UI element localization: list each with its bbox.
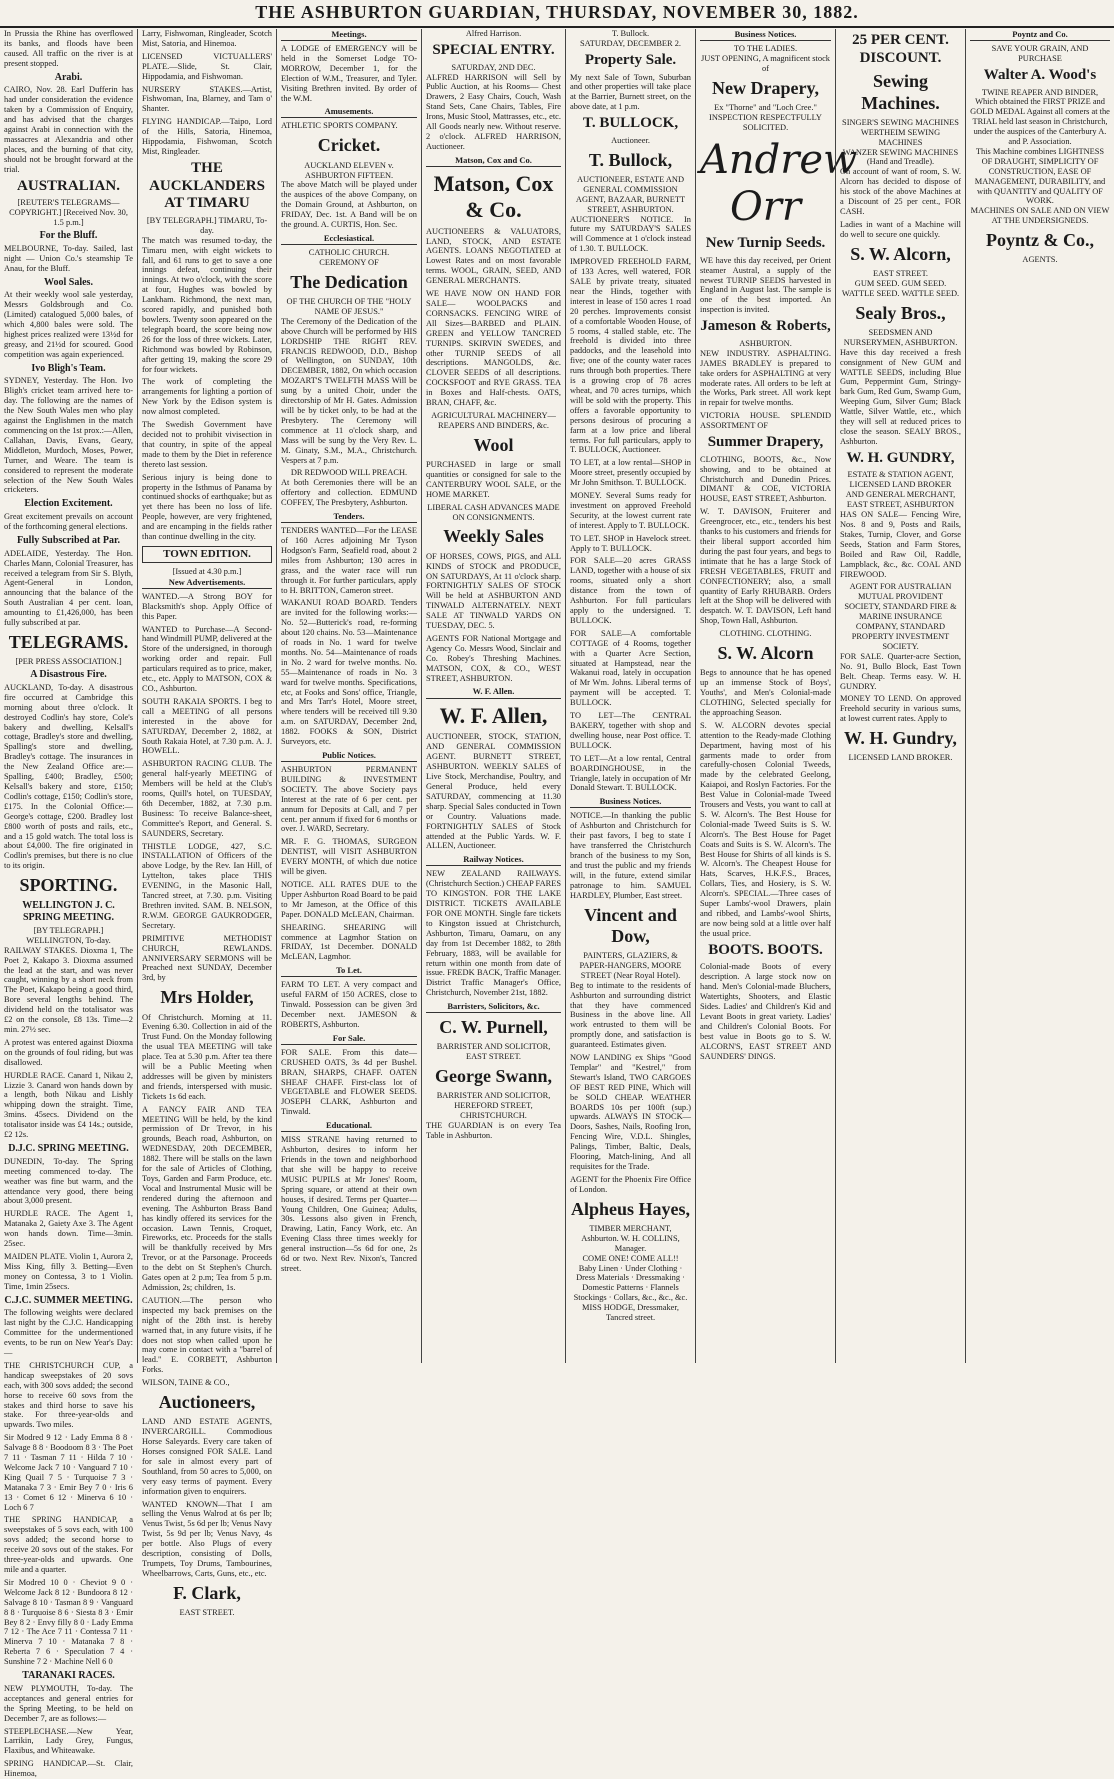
article-paragraph: HURDLE RACE. Canard 1, Nikau 2, Lizzie 3. Canard won hands down by a length, both Nikau and Lishly whipping down the straight. Time, 3mins. 45secs. Dividend on the totalisator inside was £4 14s.; outside, £2 12s.	[4, 1070, 133, 1140]
article-paragraph: MR. F. G. THOMAS, SURGEON DENTIST, will VISIT ASHBURTON EVERY MONTH, of which due notice will be given.	[281, 837, 417, 877]
display-heading: 25 PER CENT. DISCOUNT.	[852, 32, 949, 66]
article-paragraph: W. T. DAVISON, Fruiterer and Greengrocer, etc., etc., tenders his best thanks to his customers and friends for their liberal support accorded him during the past four years, and begs to intimate that he has a large Stock of FRESH VEGETABLES, FRUIT and CONFECTIONERY; also, a small quantity of Early RHUBARB. Orders left at the Shop will be delivered with despatch. W. T. DAVISON, Left hand Shop, Town Hall, Ashburton.	[700, 507, 831, 626]
centered-line: [PER PRESS ASSOCIATION.]	[15, 657, 122, 667]
display-name: F. Clark,	[173, 1582, 241, 1603]
section-heading: C.J.C. SUMMER MEETING.	[4, 1294, 133, 1306]
article-paragraph: Larry, Fishwoman, Ringleader, Scotch Mist, Satoria, and Hinemoa.	[142, 29, 272, 48]
centered-line: TIMBER MERCHANT, Ashburton. W. H. COLLINS, Manager.	[581, 1223, 680, 1253]
centered-line: PAINTERS, GLAZIERS, & PAPER-HANGERS, MOORE STREET (Near Royal Hotel).	[579, 950, 682, 980]
article-paragraph: PURCHASED in large or small quantities or consigned for sale to the CANTERBURY WOOL SALE, or the HOME MARKET.	[426, 460, 561, 499]
article-paragraph: FOR SALE—A comfortable COTTAGE of 4 Rooms, together with a Quarter Acre Section, situated at Hampstead, near the Wakanui road, lately in occupation of Mr Wm. Johns. Liberal terms of payment will be accepted. T. BULLOCK.	[570, 628, 691, 708]
article-paragraph: DUNEDIN, To-day. The Spring meeting commenced to-day. The weather was fine but warm, and the attendance very good, there being about 3,000 present.	[4, 1156, 133, 1206]
display-name: SPORTING.	[19, 875, 118, 896]
centered-line: ESTATE & STATION AGENT, LICENSED LAND BROKER AND GENERAL MERCHANT, EAST STREET, ASHBURTON	[845, 470, 956, 510]
article-paragraph: S. W. ALCORN devotes special attention to the Ready-made Clothing Department, having most of his garments made to order from carefully-chosen Colonial Tweeds, made by the celebrated Geelong, Kaiapoi, and Roslyn Factories. For the Best Value in Colonial-made Tweed Trousers and Vests, you want to call at S. W. Alcorn's. The Best House for Colonial-made Tweed Suits is S. W. Alcorn's. The Best House for Paget Coats and Suits is S. W. Alcorn's. The Best House for Shirts of all kinds is S. W. Alcorn's. The Cheapest House for Hats, Scarves, H.K.F.S., Braces, Collars, Ties, and Hosiery, is S. W. Alcorn's. SPECIAL.—Three cases of Super Lambs'-wool Drawers, plain and ribbed, and Lambs'-wool Shirts, are now being sold at a little over half the usual price.	[700, 720, 831, 938]
display-name: T. Bullock,	[588, 149, 673, 170]
centered-line: SEEDSMEN AND NURSERYMEN, ASHBURTON.	[843, 327, 958, 347]
article-paragraph: A protest was entered against Dioxma on the grounds of foul riding, but was disallowed.	[4, 1037, 133, 1067]
centered-line: Ex "Thorne" and "Loch Cree."	[714, 102, 817, 112]
display-heading: AUSTRALIAN.	[17, 177, 120, 194]
column-2	[137, 29, 276, 1617]
article-paragraph: WAKANUI ROAD BOARD. Tenders are invited for the following works:— No. 52—Butterick's road, re-forming about 120 chains. No. 53—Maintenance of roads in No. 1 ward for twelve months. No. 54—Maintenance of roads in No. 2 ward for twelve months. No. 55—Maintenance of roads in No. 3 ward for twelve months. Specifications, etc, at Fooks and Sons' office, Triangle, and Mrs Tarr's Hotel, Moore street, where tenders will be received till 9.30 a.m. on SATURDAY, December 2nd, 1882. FOOKS & SON, District Surveyors, etc.	[281, 598, 417, 747]
display-heading: Property Sale.	[584, 51, 677, 68]
display-name: Poyntz & Co.,	[986, 230, 1094, 251]
article-paragraph: The following weights were declared last night by the C.J.C. Handicapping Committee for the undermentioned events, to be run on New Year's Day:—	[4, 1308, 133, 1357]
section-heading: Ivo Bligh's Team.	[31, 362, 106, 374]
article-paragraph: CLOTHING, BOOTS, &c., Now showing, and to be obtained at Christchurch and Dunedin Prices. DIMANT & COE, VICTORIA HOUSE, EAST STREET, Ashburton.	[700, 454, 831, 504]
display-name: C. W. Purnell,	[439, 1017, 548, 1038]
product-grid: Baby Linen · Under Clothing · Dress Materials · Dressmaking · Domestic Patterns · Flannels Stockings · Collars, &c., &c., &c.	[573, 1263, 688, 1303]
category-header: Amusements.	[281, 106, 417, 118]
centered-line: AUCTIONEER, ESTATE AND GENERAL COMMISSION AGENT, BAZAAR, BURNETT STREET, ASHBURTON.	[575, 174, 686, 214]
article-paragraph: STEEPLECHASE.—New Year, Larrikin, Lady Grey, Fungus, Flaxibus, and Whiteawake.	[4, 1726, 133, 1756]
category-header: Business Notices.	[570, 796, 691, 808]
display-heading: Walter A. Wood's	[983, 66, 1097, 83]
display-heading: Jameson & Roberts,	[700, 318, 831, 335]
article-paragraph: AGENTS FOR National Mortgage and Agency Co. Messrs Wood, Sinclair and Co. Robey's Threshing Machines. MATSON, COX, & CO., WEST STREET, ASHBURTON.	[426, 633, 561, 683]
display-name: S. W. Alcorn	[717, 643, 814, 664]
section-heading: Fully Subscribed at Par.	[17, 534, 120, 546]
article-paragraph: Have this day received a fresh consignment of New GUM and WATTLE SEEDS, including Blue Gum, Peppermint Gum, Stringy-bark Gum, Red Gum, Swamp Gum, Weeping Gum, Silver Gum; Black Wattle, Silver Wattle, etc., which they will sell at reduced prices to close the season. SEALY BROS., Ashburton.	[840, 347, 961, 446]
article-paragraph: NEW ZEALAND RAILWAYS. (Christchurch Section.) CHEAP FARES TO KINGSTON. FOR THE LAKE DISTRICT. TICKETS AVAILABLE FOR ONE MONTH. Single fare tickets to Kingston issued at Christchurch, Ashburton, Timaru, Oamaru, on any day from 1st December 1882, to 28th February, 1883, will be available for return within one month from date of issue. FREDK BACK, Traffic Manager. District Traffic Manager's Office, Christchurch, November 21st, 1882.	[426, 869, 561, 998]
article-paragraph: Great excitement prevails on account of the forthcoming general elections.	[4, 512, 133, 532]
article-paragraph: The match was resumed to-day, the Timaru men, with eight wickets to fall, and 61 runs to get to save a one innings defeat, continuing their innings. At two o'clock, with the score at four, Hughes was bowled by Lankham. Richmond, the next man, scored rapidly, and punished both bowlers. Twenty soon appeared on the telegraph board, the score being now 26 for the loss of three wickets. Later, Richmond was bowled by Robinson, after getting 19, making the score 29 for four wickets.	[142, 235, 272, 374]
centered-line: Alfred Harrison.	[465, 29, 522, 38]
article-paragraph: FLYING HANDICAP.—Taipo, Lord of the Hills, Satoria, Hinemoa, Hippodamia, Fishwoman, Scotch Mist, Ringleader.	[142, 117, 272, 156]
display-name: TELEGRAMS.	[8, 631, 129, 652]
centered-line: CLOTHING. CLOTHING.	[719, 629, 812, 639]
article-paragraph: CAIRO, Nov. 28. Earl Dufferin has had under consideration the evidence taken by a Commission of Enquiry, and has advised that the charges against Arabi in connection with the massacres at Alexandria and other places, and the burning of that city, should not be brought forward at the trial.	[4, 85, 133, 174]
article-paragraph: WILSON, TAINE & CO.,	[142, 1378, 230, 1388]
article-paragraph: Of Christchurch. Morning at 11. Evening 6.30. Collection in aid of the Trust Fund. On the Monday following the usual TEA MEETING will take place. Tea at 5.30 p.m. After tea there will be a Public Meeting when addresses will be given by ministers and friends, interspersed with music. Tickets 1s 6d each.	[142, 1012, 272, 1101]
centered-line: AUCKLAND ELEVEN v. ASHBURTON FIFTEEN.	[304, 160, 394, 180]
article-paragraph: A FANCY FAIR AND TEA MEETING Will be held, by the kind permission of Dr Trevor, in his grounds, Beach road, Ashburton, on WEDNESDAY, 20th DECEMBER, 1882. There will be stalls on the lawn for the sale of Articles of Clothing, Toys, Garden and Farm Produce, etc. Vocal and Instrumental Music will be rendered during the afternoon and evening. The Ashburton Brass Band has kindly offered its services for the occasion. Lawn Tennis, Croquet, Fireworks, etc. Proceeds for the stalls will be thankfully received by Mrs Trevor, or at the Parsonage. Proceeds to the debt on St Stephen's Church. Gates open at 2 p.m; Tea from 5 p.m. Admission, 2s; children, 1s.	[142, 1104, 272, 1292]
article-paragraph: FOR SALE. From this date— CRUSHED OATS, 3s 4d per Bushel. BRAN, SHARPS, CHAFF. OATEN SHEAF CHAFF. First-class lot of VEGETABLE and FLOWER SEEDS. JOSEPH CLARK, Ashburton and Tinwald.	[281, 1047, 417, 1117]
centered-line: JUST OPENING, A magnificent stock of	[701, 53, 830, 73]
article-paragraph: Ladies in want of a Machine will do well to secure one quickly.	[840, 219, 961, 239]
article-paragraph: The work of completing the arrangements for lighting a portion of New York by the Edison system is now almost completed.	[142, 377, 272, 417]
article-paragraph: THE GUARDIAN is on every Tea Table in Ashburton.	[426, 1121, 561, 1141]
article-paragraph: Colonial-made Boots of every description. A large stock now on hand. Men's Colonial-made Bluchers, Watertights, Shooters, and Elastic Sides. Ladies' and Children's Kid and Levant Boots in great variety. Ladies' and Children's Colonial Boots. For best value in Boots go to S. W. ALCORN'S, EAST STREET AND SAUNDERS' DINGS.	[700, 962, 831, 1061]
display-name: Vincent and Dow,	[584, 904, 677, 946]
column-3	[276, 29, 421, 1363]
centered-line: BARRISTER AND SOLICITOR, HEREFORD STREET, CHRISTCHURCH.	[436, 1091, 551, 1121]
article-paragraph: TO LET. SHOP in Havelock street. Apply to T. BULLOCK.	[570, 533, 691, 553]
article-paragraph: LICENSED VICTUALLERS' PLATE.—Slide, St. Clair, Hippodamia, and Fishwoman.	[142, 51, 272, 81]
column-8	[965, 29, 1114, 1363]
article-paragraph: VICTORIA HOUSE. SPLENDID ASSORTMENT OF	[700, 411, 831, 431]
centered-line: TO THE LADIES.	[733, 44, 798, 54]
article-paragraph: AUCTIONEERS & VALUATORS, LAND, STOCK, AND ESTATE AGENTS. LOANS NEGOTIATED at Lowest Rates and on most favorable terms. WOOL, GRAIN, SEED, AND GENERAL MERCHANTS.	[426, 226, 561, 286]
centered-line: [Issued at 4.30 p.m.]	[172, 566, 242, 576]
article-paragraph: Sir Modred 9 12 · Lady Emma 8 8 · Salvage 8 8 · Boodoom 8 3 · The Poet 7 11 · Tasman 7 11 · Hilda 7 10 · Welcome Jack 7 10 · Vanguard 7 10 · King Quail 7 5 · Turquoise 7 3 · Matanaka 7 3 · Emir Bey 7 0 · Iris 6 13 · Comet 6 12 · Minerva 6 10 · Loch 6 7	[4, 1433, 133, 1512]
article-paragraph: Sir Modred 10 0 · Cheviot 9 0 · Welcome Jack 8 12 · Bundoora 8 12 · Salvage 8 10 · Tasman 8 9 · Vanguard 8 8 · Turquoise 8 6 · Siesta 8 3 · Emir Bey 8 2 · Envy filly 8 0 · Lady Emma 7 12 · The Ace 7 11 · Contessa 7 11 · Minerva 7 10 · Matanaka 7 8 · Reberta 7 6 · Speculation 7 4 · Sunshine 7 2 · Machine Nell 6 0	[4, 1577, 133, 1667]
article-paragraph: TO LET—The CENTRAL BAKERY, together with shop and dwelling house, near Post office. T. BULLOCK.	[570, 711, 691, 750]
centered-line: Auctioneer.	[611, 135, 650, 145]
centered-line: Which obtained the FIRST PRIZE and GOLD MEDAL Against all comers at the TRIAL held last season in Christchurch, under the auspices of the Canterbury A. and P. Association.	[970, 97, 1110, 147]
centered-line: BARRISTER AND SOLICITOR, EAST STREET.	[436, 1042, 551, 1062]
section-heading: Election Excitement.	[24, 498, 113, 510]
category-header: Barristers, Solicitors, &c.	[426, 1001, 561, 1013]
article-paragraph: HURDLE RACE. The Agent 1, Matanaka 2, Gaiety Axe 3. The Agent won hands down. Time—3min. 25sec.	[4, 1209, 133, 1249]
section-heading: D.J.C. SPRING MEETING.	[8, 1142, 129, 1154]
newspaper-title: THE ASHBURTON GUARDIAN, THURSDAY, NOVEMBER 30, 1882.	[255, 2, 859, 22]
article-paragraph: AUCTIONEER, STOCK, STATION, AND GENERAL COMMISSION AGENT. BURNETT STREET, ASHBURTON. WEEKLY SALES of Live Stock, Merchandise, Poultry, and General Produce, held every SATURDAY, commencing at 11.30 sharp. Special Sales conducted in Town or Country. Valuations made. FORTNIGHTLY SALES of Stock attended at the Public Yards. W. F. ALLEN, Auctioneer.	[426, 732, 561, 851]
section-heading: A Disastrous Fire.	[30, 669, 107, 681]
centered-line: LIBERAL CASH ADVANCES MADE ON CONSIGNMENTS.	[427, 502, 560, 522]
article-paragraph: THE CHRISTCHURCH CUP, a handicap sweepstakes of 20 sovs each, with 300 sovs added; the second horse to receive 60 sovs from the stakes and third horse to save his stake. For three-year-olds and upwards. Two miles.	[4, 1360, 133, 1430]
article-paragraph: Begs to announce that he has opened up an immense Stock of Boys', Youths', and Men's Colonial-made CLOTHING, Selected specially for the approaching Season.	[700, 668, 831, 717]
display-heading: W. H. GUNDRY,	[846, 449, 955, 466]
boxed-heading: TOWN EDITION.	[142, 546, 272, 563]
article-paragraph: FOR SALE—20 acres GRASS LAND, together with a house of six rooms, situated only a short distance from the town of Ashburton. For full particulars apply to the undersigned. T. BULLOCK.	[570, 556, 691, 625]
article-paragraph: In Prussia the Rhine has overflowed its banks, and floods have been caused. All traffic on the river is at present stopped.	[4, 29, 133, 68]
display-name: Wool	[473, 434, 514, 455]
section-heading: Arabi.	[54, 71, 83, 83]
category-header: Public Notices.	[281, 750, 417, 762]
article-paragraph: SYDNEY, Yesterday. The Hon. Ivo Bligh's cricket team arrived here to-day. The following are the names of the New South Wales men who play against the Englishmen in the match commencing on the 1st prox.:—Allen, Callahan, Davis, Evans, Geary, Middleton, Murdoch, Moses, Power, Turner, and Weare. The team is considered to represent the moderate selection of the New South Wales cricketers.	[4, 376, 133, 495]
article-paragraph: SOUTH RAKAIA SPORTS. I beg to call a MEETING of all persons interested in the above for SATURDAY, December 2, 1882, at South Rakaia Hotel, at 7.30 p.m. A. J. HOWELL.	[142, 696, 272, 756]
centered-line: [BY TELEGRAPH.] TIMARU, To-day.	[146, 215, 268, 235]
display-heading: New Turnip Seeds.	[705, 235, 826, 252]
column-1	[0, 29, 137, 1779]
article-paragraph: The Swedish Government have decided not to prohibit vivisection in that country, in spite of the appeal made to them by the Diet in reference thereto last session.	[142, 420, 272, 469]
signature: Andrew Orr	[700, 136, 858, 230]
centered-line: [BY TELEGRAPH.] WELLINGTON, To-day.	[26, 925, 111, 945]
centered-line: This Machine combines LIGHTNESS OF DRAUGHT, SIMPLICITY OF CONSTRUCTION, EASE OF MANAGEMENT, DURABILITY, and with QUANTITY and QUALITY OF WORK.	[974, 146, 1106, 206]
article-paragraph: On account of want of room, S. W. Alcorn has decided to dispose of his stock of the above Machines at a Discount of 25 per cent., FOR CASH.	[840, 167, 961, 216]
centered-line: MACHINES ON SALE AND ON VIEW AT THE UNDERSIGNEDS.	[970, 206, 1110, 226]
article-paragraph: NOTICE. ALL RATES DUE to the Upper Ashburton Road Board to be paid to Mr Jameson, at the Office of this Paper. DONALD McLEAN, Chairman.	[281, 879, 417, 919]
display-name: Matson, Cox & Co.	[433, 170, 554, 222]
category-header: Matson, Cox and Co.	[426, 155, 561, 167]
article-paragraph: MONEY TO LEND. On approved Freehold security in various sums, at lowest current rates. Apply to	[840, 694, 961, 724]
article-paragraph: NURSERY STAKES.—Artist, Fishwoman, Ina, Blarney, and Tam o' Shanter.	[142, 84, 272, 114]
article-paragraph: OF HORSES, COWS, PIGS, and ALL KINDS of STOCK and PRODUCE, ON SATURDAYS, At 11 o'clock sharp. FORTNIGHTLY SALES OF STOCK Will be held at ASHBURTON AND TINWALD ALTERNATELY. NEXT SALE AT TINWALD YARDS ON TUESDAY, DEC. 5.	[426, 551, 561, 631]
category-header: Ecclesiastical.	[281, 233, 417, 245]
article-paragraph: NEW PLYMOUTH, To-day. The acceptances and general entries for the Spring Meeting, to be held on December 7, are as follows:—	[4, 1683, 133, 1723]
centered-line: MISS HODGE, Dressmaker, Tancred street.	[582, 1303, 679, 1323]
centered-line: LICENSED LAND BROKER.	[848, 753, 953, 763]
column-5	[565, 29, 695, 1363]
display-name: S. W. Alcorn,	[850, 243, 951, 264]
centered-line: AGENTS.	[1022, 255, 1058, 265]
article-paragraph: ASHBURTON RACING CLUB. The general half-yearly MEETING of Members will be held at the Club's rooms, Quill's hotel, on TUESDAY, 6th December, 1882, at 7.30 p.m. Business: To receive Balance-sheet, Committee's Report, and General. S. SAUNDERS, Secretary.	[142, 759, 272, 838]
article-paragraph: LAND AND ESTATE AGENTS, INVERCARGILL. Commodious Horse Saleyards. Every care taken of Horses consigned FOR SALE. Land for sale in almost every part of Southland, from 50 acres to 5,000, on very easy terms of payment. Every information given to enquirers.	[142, 1417, 272, 1496]
column-4	[421, 29, 565, 1363]
centered-line: ASHBURTON.	[739, 338, 792, 348]
article-paragraph: RAILWAY STAKES. Dioxma 1, The Poet 2, Kakapo 3. Dioxma assumed the lead at the start, and was never caught, winning by a short neck from The Poet, Kakapo being a good third, Bore several lengths behind. The dividend held on the totalisator was £2 on the console, £8 13s. Time—2 min. 27½ sec.	[4, 945, 133, 1035]
centered-line: AGENT FOR AUSTRALIAN MUTUAL PROVIDENT SOCIETY, STANDARD FIRE & MARINE INSURANCE COMPANY, STANDARD PROPERTY INVESTMENT SOCIETY.	[844, 582, 957, 651]
article-paragraph: SPRING HANDICAP.—St. Clair, Hinemoa,	[4, 1759, 133, 1779]
display-name: Mrs Holder,	[160, 987, 254, 1008]
article-paragraph: ALFRED HARRISON will Sell by Public Auction, at his Rooms— Chest Drawers, 2 Easy Chairs, Couch, Wash Stand Sets, Cane Chairs, Tables, Fire Irons, Music Stool, Mattrasses, etc., etc. All Goods nearly new. Without reserve. 2 o'clock. ALFRED HARRISON, Auctioneer.	[426, 72, 561, 151]
article-paragraph: The above Match will be played under the auspices of the above Company, on the Domain Ground, at Ashburton, on FRIDAY, Dec. 1st. A Band will be on the ground. A. CURTIS, Hon. Sec.	[281, 180, 417, 230]
category-header: To Let.	[281, 965, 417, 977]
category-header: Meetings.	[281, 29, 417, 41]
display-heading: Summer Drapery,	[707, 434, 824, 451]
centered-line: SINGER'S SEWING MACHINES	[842, 117, 959, 127]
article-paragraph: WE have this day received, per Orient steamer Austral, a supply of the newest TURNIP SEEDS harvested in England in August last. The sample is one of the best imported. An inspection is invited.	[700, 255, 831, 315]
centered-line: INSPECTION RESPECTFULLY SOLICITED.	[709, 112, 822, 132]
centered-line: SAVE YOUR GRAIN, AND PURCHASE	[991, 44, 1089, 63]
category-header: Poyntz and Co.	[970, 29, 1110, 41]
display-name: Sealy Bros.,	[855, 302, 946, 323]
display-name: Cricket.	[317, 135, 381, 156]
category-header: Railway Notices.	[426, 854, 561, 866]
article-paragraph: HAS ON SALE— Fencing Wire, Nos. 8 and 9, Posts and Rails, Stakes, Turnip, Clover, and Gorse Seeds, Station and Farm Stores, Boiled and Raw Oil, Raddle, Lampblack, &c., &c. COAL AND FIREWOOD.	[840, 510, 961, 579]
article-paragraph: WE HAVE NOW ON HAND FOR SALE— WOOLPACKS and CORNSACKS. FENCING WIRE of All Sizes—BARBED and PLAIN. GREEN and YELLOW TANCRED TURNIPS. SKIRVIN SWEDES, and other TURNIP SEEDS of all descriptions. MANGOLDS, &c. CLOVER SEEDS of all descriptions. COCKSFOOT and RYE GRASS. TEA in Boxes and Half-chests. OATS, BRAN, CHAFF, &c.	[426, 289, 561, 408]
category-header: Educational.	[281, 1120, 417, 1132]
centered-line: CEREMONY OF	[319, 257, 379, 267]
article-paragraph: At their weekly wool sale yesterday, Messrs Goldsbrough and Co. (Limited) catalogued 5,000 bales, of which 4,800 bales were sold. The highest prices realized were 13½d for greasy, and 21½d for scoured. Good competition was again experienced.	[4, 290, 133, 359]
article-paragraph: My next Sale of Town, Suburban and other properties will take place at the Barrier, Burnett street, on the above date, at 1 p.m.	[570, 72, 691, 112]
category-header: Business Notices.	[700, 29, 831, 41]
centered-line: COME ONE! COME ALL!!	[582, 1253, 679, 1263]
centered-line: EAST STREET.	[179, 1608, 235, 1617]
centered-line: EAST STREET.	[872, 268, 929, 278]
article-paragraph: MELBOURNE, To-day. Sailed, last night — Union Co.'s steamship Te Anau, for the Bluff.	[4, 243, 133, 273]
article-paragraph: WANTED to Purchase—A Second-hand Windmill PUMP, delivered at the Store of the undersigned, in thorough working order and repair. Full particulars required as to price, maker, etc., etc. Apply to MATSON, COX & CO., Ashburton.	[142, 624, 272, 693]
centered-line: SATURDAY, 2ND DEC.	[451, 62, 536, 72]
display-name: Sewing Machines.	[861, 71, 940, 113]
article-paragraph: A LODGE of EMERGENCY will be held in the Somerset Lodge TO-MORROW, December 1, for the Election of W.M., Treasurer, and Tyler. Visiting Brethren invited. By order of the W.M.	[281, 44, 417, 103]
article-paragraph: IMPROVED FREEHOLD FARM, of 133 Acres, well watered, FOR SALE by private treaty, situated near the Hinds, together with interest in lease of 150 acres 1 road 20 perches. Improvements consist of a comfortable Wooden House, of 5 rooms, 4 stalled stable, etc. The freehold is divided into three paddocks, and the leasehold into five; one of the county water races runs through both properties. There is a growing crop of 78 acres wheat, and 70 acres turnips, which will be sold with the property. This offers a favorable opportunity to persons desirous of procuring a farm at a low price and liberal terms. For full particulars, apply to T. BULLOCK, Auctioneer.	[570, 257, 691, 455]
display-name: Weekly Sales	[443, 526, 544, 547]
section-heading: Wool Sales.	[44, 276, 93, 288]
article-paragraph: ADELAIDE, Yesterday. The Hon. Charles Mann, Colonial Treasurer, has received a telegram from Sir S. Blyth, Agent-General in London, announcing that the balance of the South Australian 4 per cent. loan, amounting to £1,426,000, has been fully subscribed at par.	[4, 548, 133, 628]
centered-line: SATURDAY, DECEMBER 2.	[580, 38, 681, 48]
article-paragraph: TENDERS WANTED—For the LEASE of 160 Acres adjoining Mr Tyson Hodgson's Farm, Seafield road, about 2 miles from Ashburton; 130 acres in grass, and the water race will run through it. For further particulars, apply to H. BRITTON, Cameron street.	[281, 526, 417, 595]
display-name: New Drapery,	[712, 77, 819, 98]
display-heading: THE AUCKLANDERS AT TIMARU	[149, 159, 265, 212]
article-paragraph: ATHLETIC SPORTS COMPANY.	[281, 121, 398, 131]
article-paragraph: FOR SALE. Quarter-acre Section, No. 91, Bullo Block, East Town Belt. Cheap. Terms easy. W. H. GUNDRY.	[840, 651, 961, 691]
article-paragraph: TO LET, at a low rental—SHOP in Moore street, presently occupied by Mr John Smithson. T. BULLOCK.	[570, 458, 691, 488]
article-paragraph: At both Ceremonies there will be an offertory and collection. EDMUND COFFEY, The Presbytery, Ashburton.	[281, 478, 417, 508]
masthead	[0, 0, 1114, 28]
display-heading: T. BULLOCK,	[582, 115, 679, 132]
article-paragraph: PRIMITIVE METHODIST CHURCH, REWLANDS. ANNIVERSARY SERMONS will be Preached next SUNDAY, December 3rd, by	[142, 933, 272, 983]
centered-line: T. Bullock.	[611, 29, 650, 38]
article-paragraph: WANTED KNOWN—That I am selling the Venus Walrod at 6s per lb; Venus Twist, 5s 6d per lb; Venus Navy Twist, 5s 9d per lb; Venus Navy, 4s per bottle. Also Plugs of every description, consisting of Dolls, Trumpets, Toy Drums, Tambourines, Wheelbarrows, Carts, Guns, etc., etc.	[142, 1499, 272, 1578]
section-heading: WELLINGTON J. C. SPRING MEETING.	[22, 900, 115, 924]
article-paragraph: AUCTIONEER'S NOTICE. In future my SATURDAY'S SALES will Commence at 1 o'clock instead of 1.30. T. BULLOCK.	[570, 214, 691, 254]
article-paragraph: NOTICE.—In thanking the public of Ashburton and Christchurch for their past favors, I beg to state I have transferred the Christchurch branch of the business to my Son, and trust the public and my friends will, in the future, extend similar patronage to him. SAMUEL HARDLEY, Plumber, East street.	[570, 811, 691, 900]
column-6	[695, 29, 858, 1363]
display-name: George Swann,	[435, 1066, 552, 1087]
category-header: Tenders.	[281, 511, 417, 523]
category-header: W. F. Allen.	[426, 686, 561, 698]
display-name: Auctioneers,	[158, 1392, 256, 1413]
category-header: New Advertisements.	[142, 577, 272, 589]
category-header: For Sale.	[281, 1033, 417, 1045]
article-paragraph: WANTED.—A Strong BOY for Blacksmith's shop. Apply Office of this Paper.	[142, 591, 272, 621]
article-paragraph: AUCKLAND, To-day. A disastrous fire occurred at Cambridge this morning about three o'clock. It destroyed Codlin's hay store, Cole's bakery and dwelling, Kelsall's cottage, Bradley's store and dwelling, Spalling's store and dwelling, Bradley's cottage. The insurances in the New Zealand Office are:—Spalling, £400; Bradley, £500; Kelsall's bakery and store, £150; Codlin's cottage, £150; Codlin's store, £175. In the Colonial Office:—George's cottage, £200. Bradley lost £800 worth of posts and rails, etc., and a 15 gold watch. The total loss is about £4,000. The fire originated in Codlin's premises, but there is no clue to its origin.	[4, 682, 133, 871]
display-heading: SPECIAL ENTRY.	[432, 41, 555, 58]
centered-line: TWINE REAPER AND BINDER,	[981, 87, 1099, 97]
centered-line: WANZER SEWING MACHINES	[842, 147, 959, 157]
article-paragraph: MAIDEN PLATE. Violin 1, Aurora 2, Miss King, filly 3. Betting—Even money on Contessa, 3 to 1 Violin. Time, 1min 25secs.	[4, 1251, 133, 1291]
article-paragraph: NEW INDUSTRY. ASPHALTING. JAMES BRADLEY is prepared to take orders for ASPHALTING at very moderate rates. All orders to be left at the Works, Park street. All work kept in repair for twelve months.	[700, 348, 831, 408]
centered-line: WERTHEIM SEWING MACHINES	[860, 127, 941, 147]
article-paragraph: The Ceremony of the Dedication of the above Church will be performed by HIS LORDSHIP THE RIGHT REV. FRANCIS REDWOOD, D.D., Bishop of Wellington, on SUNDAY, 10th DECEMBER, 1882, On which occasion MOZART'S TWELFTH MASS Will be sung by a united Choir, under the directorship of Mr H. Gates. Admission will be by ticket only, to be had at the Presbytery. The Ceremony will commence at 11 o'clock sharp, and Mass will be sung by the Very Rev. L. M. Ginaty, S.M., M.A., Christchurch. Vespers at 7 p.m.	[281, 316, 417, 465]
centered-line: AGRICULTURAL MACHINERY—REAPERS AND BINDERS, &c.	[431, 410, 556, 430]
article-paragraph: TO LET—At a low rental, Central BOARDINGHOUSE, in the Triangle, lately in occupation of Mr Donald Stewart. T. BULLOCK.	[570, 753, 691, 793]
centered-line: DR REDWOOD WILL PREACH.	[290, 468, 408, 478]
article-paragraph: MONEY. Several Sums ready for investment on approved Freehold Security, at the lowest current rate of interest. Apply to T. BULLOCK.	[570, 491, 691, 530]
article-paragraph: ASHBURTON PERMANENT BUILDING & INVESTMENT SOCIETY. The above Society pays Interest at the rate of 6 per cent. per annum for Deposits at Call, and 7 per cent. per annum if fixed for 6 months or over. J. WARD, Secretary.	[281, 765, 417, 834]
article-paragraph: THE SPRING HANDICAP, a sweepstakes of 5 sovs each, with 100 sovs added; the second horse to receive 20 sovs out of the stakes. For three-year-olds and upwards. One mile and a quarter.	[4, 1515, 133, 1575]
centered-line: GUM SEED. GUM SEED. WATTLE SEED. WATTLE SEED.	[841, 278, 960, 298]
display-name: W. F. Allen,	[439, 702, 548, 728]
centered-line: (Hand and Treadle).	[866, 157, 935, 167]
display-name: The Dedication	[290, 271, 408, 292]
article-paragraph: MISS STRANE having returned to Ashburton, desires to inform her Friends in the town and neighborhood that she will be happy to receive MUSIC PUPILS at Mr Jones' Room, Spring square, or attend at their own houses, if desired. Terms per Quarter—Young Children, One Guinea; Adults, 30s. Lessons also given in French, Drawing, Latin, Fancy Work, etc. An Evening Class three times weekly for general instruction—5s 6d for one, 2s 6d or two. Next Rev. Nixon's, Tancred street.	[281, 1135, 417, 1273]
article-paragraph: Serious injury is being done to property in the Isthmus of Panama by continued shocks of earthquake; but as yet there has been no loss of life. People, however, are very frightened, and are encamping in the fields rather than continue dwelling in the city.	[142, 472, 273, 542]
centered-line: [REUTER'S TELEGRAMS—COPYRIGHT.] [Received Nov. 30, 1.5 p.m.]	[9, 198, 128, 228]
column-7	[835, 29, 965, 1363]
display-name: Alpheus Hayes,	[570, 1198, 691, 1219]
article-paragraph: AGENT for the Phoenix Fire Office of London.	[570, 1174, 691, 1194]
centered-line: OF THE CHURCH OF THE "HOLY NAME OF JESUS."	[286, 297, 412, 316]
section-heading: TARANAKI RACES.	[22, 1670, 115, 1682]
centered-line: CATHOLIC CHURCH.	[308, 247, 390, 257]
article-paragraph: Beg to intimate to the residents of Ashburton and surrounding district that they have commenced Business in the above line. All work entrusted to them will be promptly done, and satisfaction is guaranteed. Estimates given.	[570, 980, 691, 1050]
article-paragraph: SHEARING. SHEARING will commence at Lagmhor Station on FRIDAY, 1st December. DONALD McLEAN, Lagmhor.	[281, 922, 417, 962]
article-paragraph: CAUTION.—The person who inspected my back premises on the night of the 28th inst. is hereby warned that, in any future visits, if he does not stop when called upon he may come in contact with a "barrel of lead." E. CORBETT, Ashburton Forks.	[142, 1295, 272, 1375]
display-name: W. H. Gundry,	[844, 728, 957, 749]
article-paragraph: FARM TO LET. A very compact and useful FARM of 150 ACRES, close to Tinwald. Possession can be given 3rd December next. JAMESON & ROBERTS, Ashburton.	[281, 980, 417, 1029]
display-heading: BOOTS. BOOTS.	[708, 941, 823, 958]
article-paragraph: THISTLE LODGE, 427, S.C. INSTALLATION of Officers of the above Lodge, by the Rev. Ian Hill, of Lyttelton, takes place THIS EVENING, in the Masonic Hall, Tancred street, at 7.30. p.m. Visiting Brethren invited. SAM. B. NELSON, R.W.M. GEORGE GAUKRODGER, Secretary.	[142, 841, 272, 930]
article-paragraph: NOW LANDING ex Ships "Good Templar" and "Kestrel," from Stewart's Island, TWO CARGOES OF BEST RED PINE, Which will be SOLD CHEAP. WEATHER BOARDS 10s per 100ft (sup.) upwards. ALWAYS IN STOCK— Doors, Sashes, Nails, Roofing Iron, Fencing Wire, V.D.L. Shingles, Palings, Timber, Baltic, Deals, Flooring, Match-lining, And all requisites for the Trade.	[570, 1053, 691, 1171]
section-heading: For the Bluff.	[39, 229, 98, 241]
